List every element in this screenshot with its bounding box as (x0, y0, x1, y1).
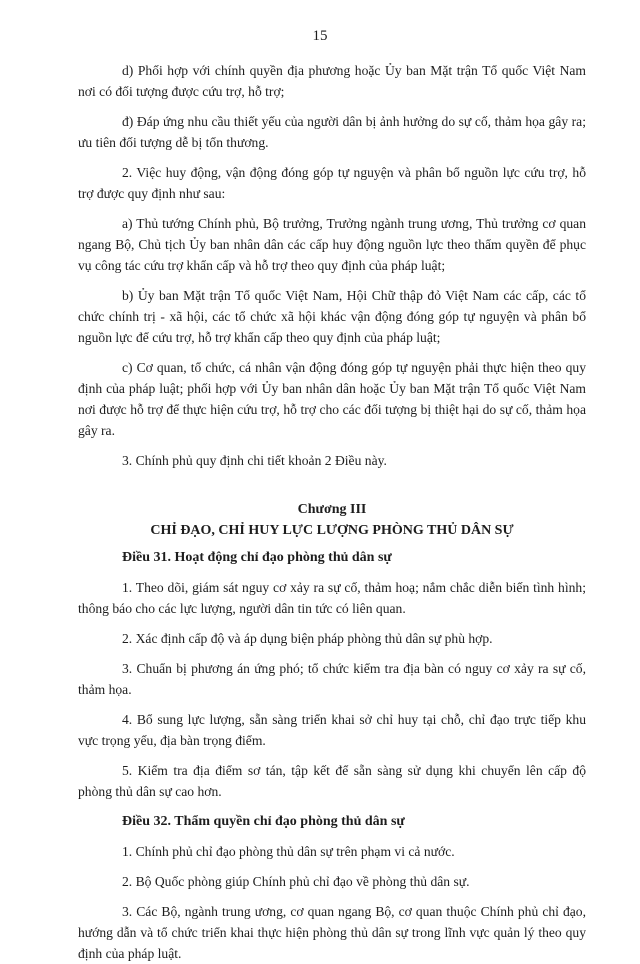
article-31-heading: Điều 31. Hoạt động chỉ đạo phòng thủ dân sự (122, 550, 392, 565)
chapter-title: CHỈ ĐẠO, CHỈ HUY LỰC LƯỢNG PHÒNG THỦ DÂN SỰ (150, 523, 514, 538)
article-31-item: 3. Chuẩn bị phương án ứng phó; tổ chức kiểm tra địa bàn có nguy cơ xảy ra sự cố, thảm họa. (78, 661, 586, 697)
article-32-item: 3. Các Bộ, ngành trung ương, cơ quan ngang Bộ, cơ quan thuộc Chính phủ chỉ đạo, hướng dẫn và tổ chức triển khai thực hiện phòng thủ dân sự trong lĩnh vực quản lý theo quy định của pháp luật. (78, 904, 586, 961)
paragraph-b: b) Ủy ban Mặt trận Tổ quốc Việt Nam, Hội Chữ thập đỏ Việt Nam các cấp, các tổ chức chính trị - xã hội, các tổ chức xã hội khác vận động đóng góp tự nguyện và phân bổ nguồn lực để cứu trợ, hỗ trợ khẩn cấp theo quy định của pháp luật; (78, 288, 586, 345)
document-body (78, 60, 586, 964)
article-31-item: 5. Kiểm tra địa điểm sơ tán, tập kết để sẵn sàng sử dụng khi chuyển lên cấp độ phòng thủ dân sự cao hơn. (78, 763, 586, 799)
article-31-item: 2. Xác định cấp độ và áp dụng biện pháp phòng thủ dân sự phù hợp. (122, 631, 493, 646)
paragraph-dd: đ) Đáp ứng nhu cầu thiết yếu của người dân bị ảnh hưởng do sự cố, thảm họa gây ra; ưu tiên đối tượng dễ bị tổn thương. (78, 114, 586, 150)
article-32-item: 2. Bộ Quốc phòng giúp Chính phủ chỉ đạo về phòng thủ dân sự. (122, 874, 470, 889)
page-number: 15 (312, 28, 328, 44)
chapter-label: Chương III (297, 502, 367, 517)
paragraph-d: d) Phối hợp với chính quyền địa phương hoặc Ủy ban Mặt trận Tổ quốc Việt Nam nơi có đối tượng được cứu trợ, hỗ trợ; (78, 63, 586, 99)
article-32-item: 1. Chính phủ chỉ đạo phòng thủ dân sự trên phạm vi cả nước. (122, 844, 455, 859)
paragraph-clause-2: 2. Việc huy động, vận động đóng góp tự nguyện và phân bổ nguồn lực cứu trợ, hỗ trợ được quy định như sau: (78, 165, 586, 201)
article-31-item: 1. Theo dõi, giám sát nguy cơ xảy ra sự cố, thảm hoạ; nắm chắc diễn biến tình hình; thông báo cho các lực lượng, người dân tin tức có liên quan. (78, 580, 586, 616)
paragraph-clause-3: 3. Chính phủ quy định chi tiết khoản 2 Điều này. (122, 453, 387, 468)
article-32-heading: Điều 32. Thẩm quyền chỉ đạo phòng thủ dân sự (122, 814, 405, 829)
article-31-item: 4. Bổ sung lực lượng, sẵn sàng triển khai sở chỉ huy tại chỗ, chỉ đạo trực tiếp khu vực trọng yếu, địa bàn trọng điểm. (78, 712, 586, 748)
paragraph-a: a) Thủ tướng Chính phủ, Bộ trưởng, Trưởng ngành trung ương, Thủ trưởng cơ quan ngang Bộ, Chủ tịch Ủy ban nhân dân các cấp huy động nguồn lực theo thẩm quyền để phục vụ công tác cứu trợ khẩn cấp và hỗ trợ theo quy định của pháp luật; (78, 216, 586, 273)
paragraph-c: c) Cơ quan, tổ chức, cá nhân vận động đóng góp tự nguyện phải thực hiện theo quy định của pháp luật; phối hợp với Ủy ban nhân dân hoặc Ủy ban Mặt trận Tổ quốc Việt Nam nơi được hỗ trợ để thực hiện cứu trợ, hỗ trợ cho các đối tượng bị thiệt hại do sự cố, thảm họa gây ra. (78, 360, 586, 438)
